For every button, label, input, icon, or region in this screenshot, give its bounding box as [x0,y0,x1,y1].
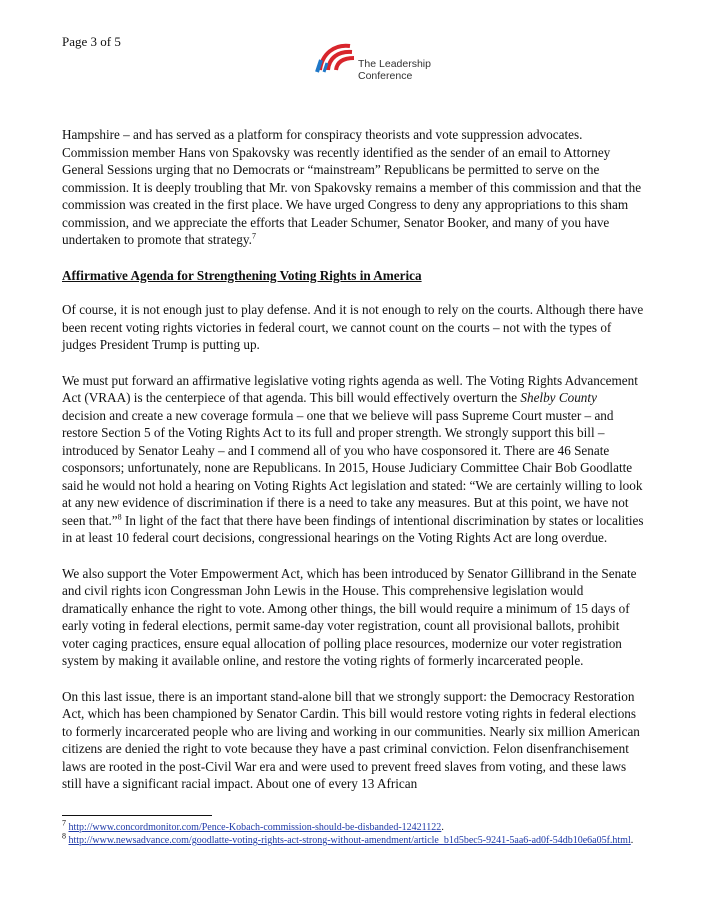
footnote: $^7$ http://www.concordmonitor.com/Pence-Kobach-commission-should-be-disbanded-12421122. [62,818,444,833]
paragraph: We must put forward an affirmative legislative voting rights agenda as well. The Voting Rights Advancement Act (VRAA) is the centerpiece of that agenda. This bill would effectively overturn the Shelby County decision and create a new coverage formula – one that we believe will pass Supreme Court muster – and restore Section 5 of the Voting Rights Act to its full and proper strength. We strongly support this bill – introduced by Senator Leahy – and I commend all of you who have cosponsored it. There are 46 Senate cosponsors; unfortunately, none are Republicans. In 2015, House Judiciary Committee Chair Bob Goodlatte said he would not hold a hearing on Voting Rights Act legislation and stated: “We are certainly willing to look at any new evidence of discrimination if there is a need to take any measures. But at this point, we have not seen that.”$^8$ In light of the fact that there have been findings of intentional discrimination by states or localities in at least 10 federal court decisions, congressional hearings on the Voting Rights Act are long overdue. [62,372,644,545]
paragraph: Of course, it is not enough just to play defense. And it is not enough to rely on the courts. Although there have been recent voting rights victories in federal court, we cannot count on the courts – not with the types of judges President Trump is putting up. [62,302,644,352]
page-number: Page 3 of 5 [62,34,121,49]
footnote: $^8$ http://www.newsadvance.com/goodlatte-voting-rights-act-strong-without-amendment/article_b1d5bec5-9241-5aa6-ad0f-54db10e6a05f.html. [62,831,634,846]
section-heading: Affirmative Agenda for Strengthening Voting Rights in America [62,267,422,283]
footnote-link[interactable]: http://www.concordmonitor.com/Pence-Kobach-commission-should-be-disbanded-12421122 [68,822,442,833]
document-body [62,126,644,811]
footnote-link[interactable]: http://www.newsadvance.com/goodlatte-voting-rights-act-strong-without-amendment/article_b1d5bec5-9241-5aa6-ad0f-54db10e6a05f.html [68,835,631,846]
logo-arcs-icon [314,36,358,76]
paragraph: Hampshire – and has served as a platform for conspiracy theorists and vote suppression advocates. Commission member Hans von Spakovsky was recently identified as the sender of an email to Attorney General Sessions urging that no Democrats or “mainstream” Republicans be permitted to serve on the commission. It is deeply troubling that Mr. von Spakovsky remains a member of this commission and that the commission was created in the first place. We have urged Congress to deny any appropriations to this sham commission, and we appreciate the efforts that Leader Schumer, Senator Booker, and many of you have undertaken to promote that strategy.$^7$ [62,127,642,247]
footnote-divider [62,815,212,816]
footnotes [62,818,652,847]
paragraph: We also support the Voter Empowerment Act, which has been introduced by Senator Gillibrand in the Senate and civil rights icon Congressman John Lewis in the House. This comprehensive legislation would dramatically enhance the right to vote. Among other things, the bill would require a minimum of 15 days of early voting in federal elections, permit same-day voter registration, count all provisional ballots, prohibit voter caging practices, ensure equal allocation of polling place resources, modernize our voter registration system by making it available online, and restore the voting rights of formerly incarcerated people. [62,565,637,668]
logo-text: The Leadership Conference [358,58,431,82]
leadership-conference-logo [314,36,454,86]
paragraph: On this last issue, there is an important stand-alone bill that we strongly support: the Democracy Restoration Act, which has been championed by Senator Cardin. This bill would restore voting rights in federal elections to formerly incarcerated people who are living and working in our communities. Nearly six million American citizens are denied the right to vote because they have a past criminal conviction. Felon disenfranchisement laws are rooted in the post-Civil War era and were used to prevent freed slaves from voting, and these laws still have a significant racial impact. About one of every 13 African [62,688,640,791]
